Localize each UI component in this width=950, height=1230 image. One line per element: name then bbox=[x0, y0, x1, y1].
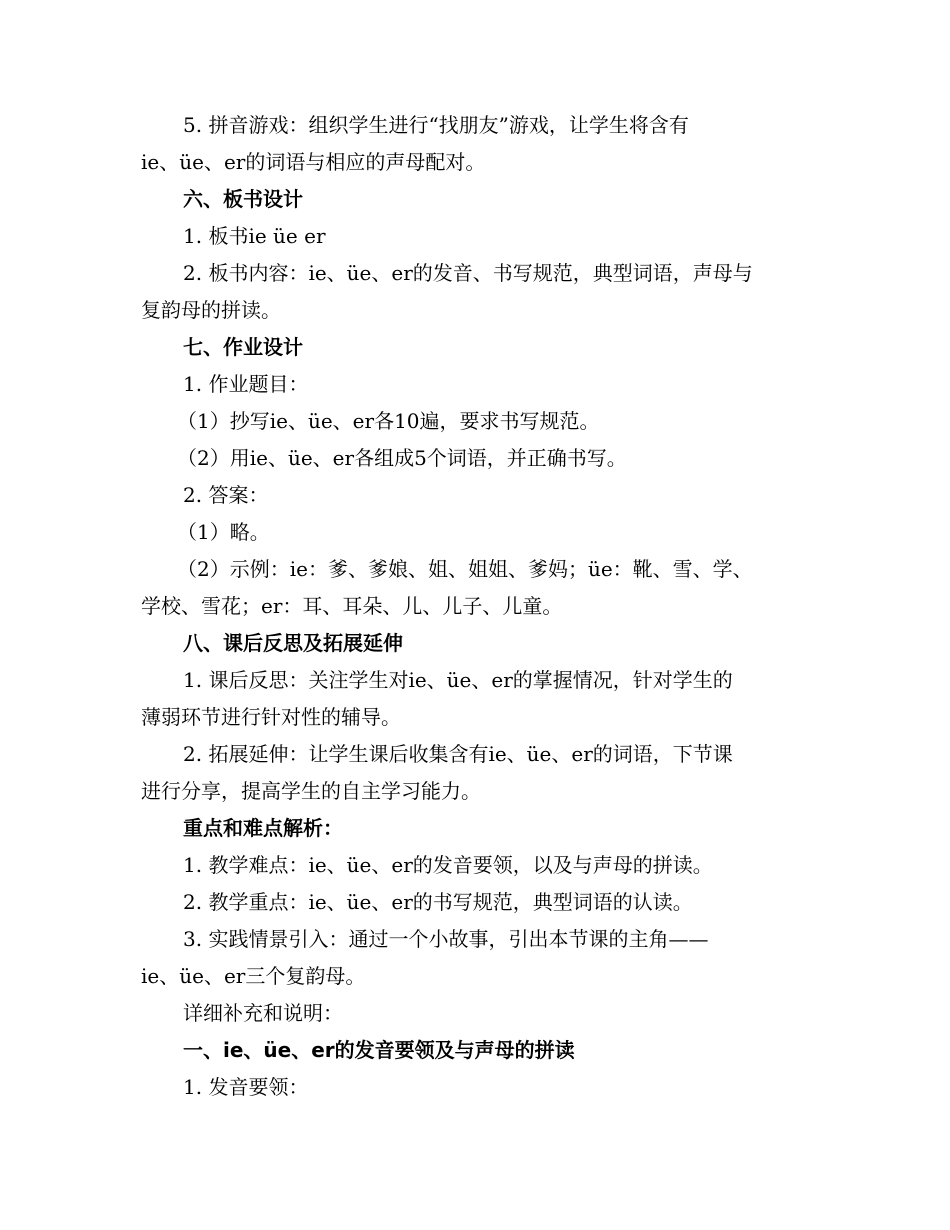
paragraph-line: （2）示例：ie：爹、爹娘、姐、姐姐、爹妈；üe：靴、雪、学、 bbox=[177, 557, 753, 581]
paragraph-line: 1. 发音要领： bbox=[183, 1075, 309, 1099]
paragraph-line: 进行分享，提高学生的自主学习能力。 bbox=[141, 779, 481, 803]
paragraph-line: 薄弱环节进行针对性的辅导。 bbox=[141, 705, 401, 729]
paragraph-line: 2. 教学重点：ie、üe、er的书写规范，典型词语的认读。 bbox=[183, 890, 693, 914]
paragraph-line: （2）用ie、üe、er各组成5个词语，并正确书写。 bbox=[177, 446, 627, 470]
paragraph-line: 1. 板书ie üe er bbox=[183, 224, 326, 248]
section-heading: 重点和难点解析： bbox=[183, 816, 343, 840]
paragraph-line: （1）抄写ie、üe、er各10遍，要求书写规范。 bbox=[177, 409, 600, 433]
paragraph-line: 1. 作业题目： bbox=[183, 372, 309, 396]
paragraph-line: ie、üe、er三个复韵母。 bbox=[141, 964, 366, 988]
paragraph-line: 1. 教学难点：ie、üe、er的发音要领，以及与声母的拼读。 bbox=[183, 853, 713, 877]
document-body bbox=[141, 107, 816, 1106]
section-heading: 一、ie、üe、er的发音要领及与声母的拼读 bbox=[183, 1038, 575, 1062]
paragraph-line: 2. 板书内容：ie、üe、er的发音、书写规范，典型词语，声母与 bbox=[183, 261, 753, 285]
paragraph-line: 5. 拼音游戏：组织学生进行“找朋友”游戏，让学生将含有 bbox=[183, 113, 689, 137]
section-heading: 八、课后反思及拓展延伸 bbox=[183, 631, 403, 655]
paragraph-line: （1）略。 bbox=[177, 520, 270, 544]
paragraph-line: ie、üe、er的词语与相应的声母配对。 bbox=[141, 150, 486, 174]
paragraph-line: 学校、雪花；er：耳、耳朵、儿、儿子、儿童。 bbox=[141, 594, 563, 618]
paragraph-line: 复韵母的拼读。 bbox=[141, 298, 281, 322]
paragraph-line: 3. 实践情景引入：通过一个小故事，引出本节课的主角—— bbox=[183, 927, 709, 951]
section-heading: 六、板书设计 bbox=[183, 187, 303, 211]
paragraph-line: 1. 课后反思：关注学生对ie、üe、er的掌握情况，针对学生的 bbox=[183, 668, 733, 692]
paragraph-line: 详细补充和说明： bbox=[183, 1001, 343, 1025]
paragraph-line: 2. 答案： bbox=[183, 483, 269, 507]
paragraph-line: 2. 拓展延伸：让学生课后收集含有ie、üe、er的词语，下节课 bbox=[183, 742, 733, 766]
section-heading: 七、作业设计 bbox=[183, 335, 303, 359]
